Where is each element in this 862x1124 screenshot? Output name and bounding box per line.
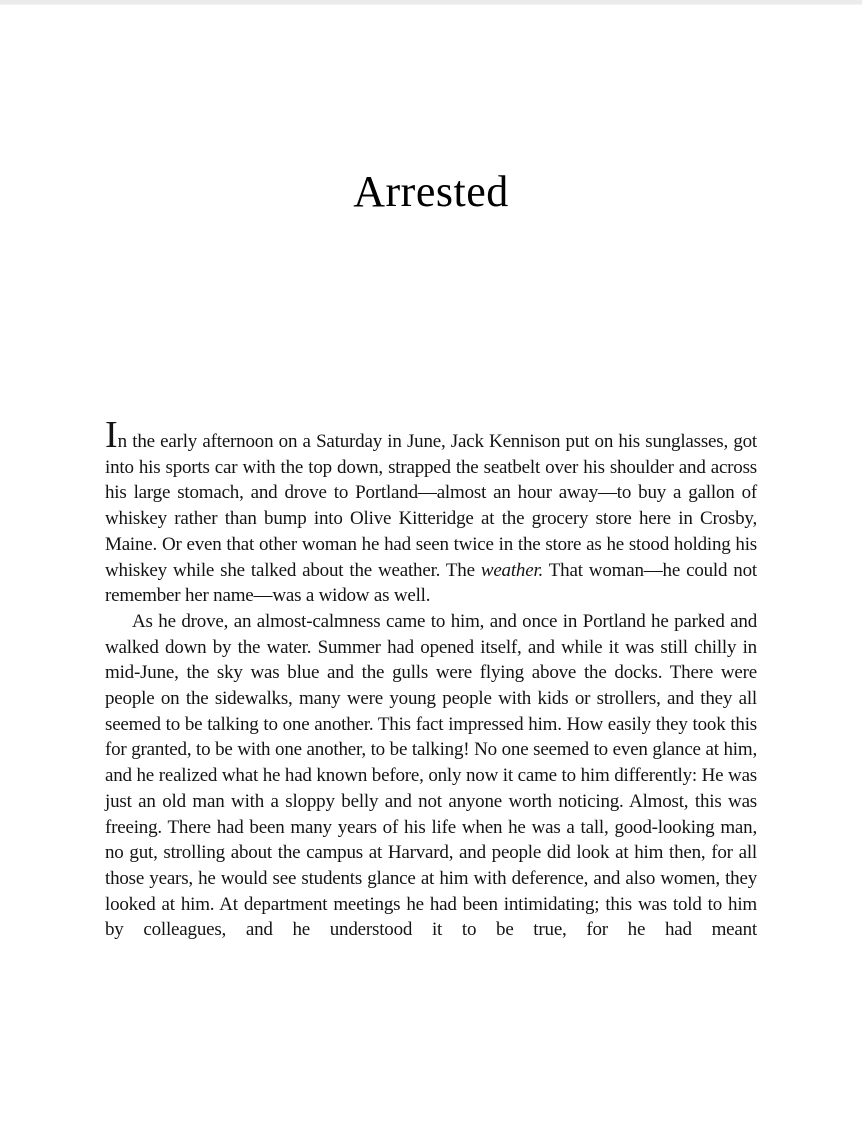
paragraph-text-after-italic: That woman—he could not remember her name—was a widow as well. xyxy=(105,559,757,607)
window-top-edge-bar xyxy=(0,0,862,5)
paragraph-text-before-italic: n the early afternoon on a Saturday in June, Jack Kennison put on his sunglasses, got into his sports car with the top down, strapped the seatbelt over his shoulder and across his large stomach, and drove to Portland—almost an hour away—to buy a gallon of whiskey rather than bump into Olive Kitteridge at the grocery store here in Crosby, Maine. Or even that other woman he had seen twice in the store as he stood holding his whiskey while she talked about the weather. The xyxy=(105,431,757,581)
paragraph-first xyxy=(105,414,757,609)
italic-word: weather. xyxy=(480,559,544,581)
page-text-block xyxy=(105,414,757,943)
raised-initial-cap: I xyxy=(105,414,118,456)
chapter-title: Arrested xyxy=(353,167,509,216)
paragraph-second: As he drove, an almost-calmness came to him, and once in Portland he parked and walked down by the water. Summer had opened itself, and while it was still chilly in mid-June, the sky was blue and the gulls were flying above the docks. There were people on the sidewalks, many were young people with kids or strollers, and they all seemed to be talking to one another. This fact impressed him. How easily they took this for granted, to be with one another, to be talking! No one seemed to even glance at him, and he realized what he had known before, only now it came to him differently: He was just an old man with a sloppy belly and not anyone worth noticing. Almost, this was freeing. There had been many years of his life when he was a tall, good-looking man, no gut, strolling about the campus at Harvard, and people did look at him then, for all those years, he would see students glance at him with deference, and also women, they looked at him. At department meetings he had been intimidating; this was told to him by colleagues, and he understood it to be true, for he had meant xyxy=(105,610,757,941)
